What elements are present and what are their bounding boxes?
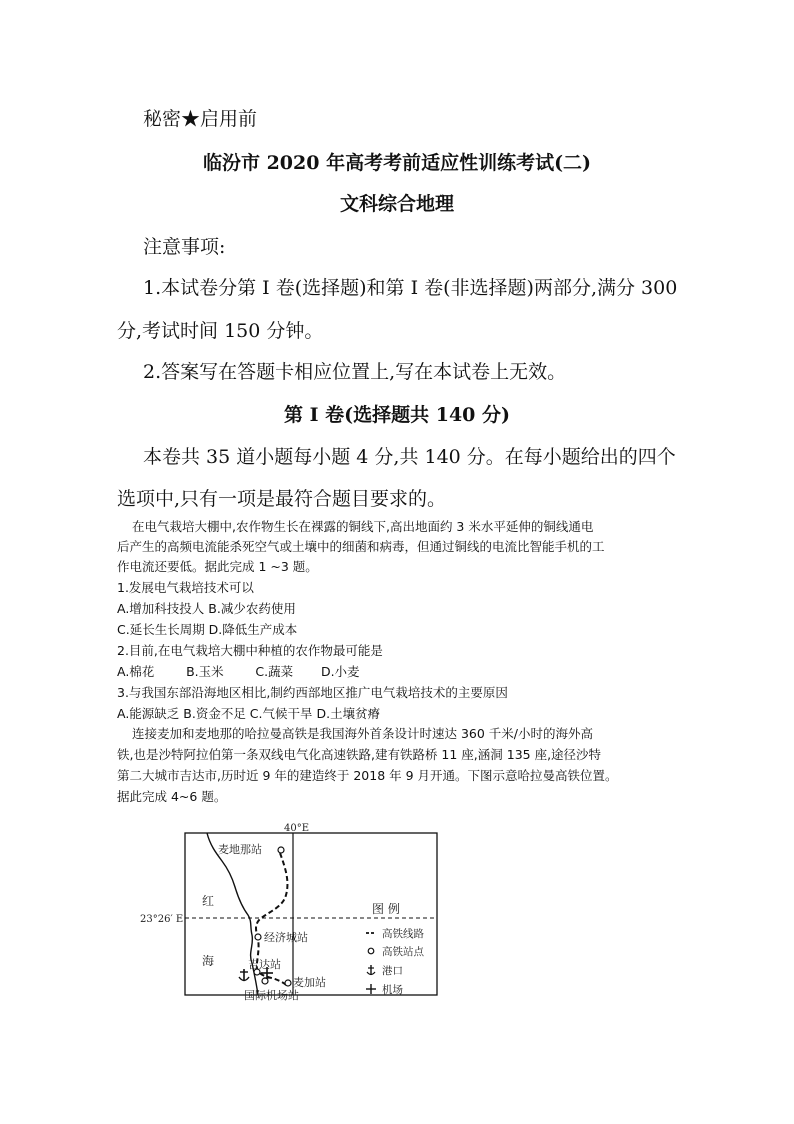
passage-line: 据此完成 4~6 题。 (117, 789, 227, 804)
passage-line: 后产生的高频电流能杀死空气或土壤中的细菌和病毒，但通过铜线的电流比智能手机的工 (117, 539, 605, 554)
passage-line: 第二大城市吉达市,历时近 9 年的建造终于 2018 年 9 月开通。下图示意哈拉曼高铁位置。 (117, 768, 618, 783)
notice-item-1: 1.本试卷分第 I 卷(选择题)和第 I 卷(非选择题)两部分,满分 300 (143, 277, 678, 299)
legend-port (367, 964, 403, 977)
svg-text:高铁线路: 高铁线路 (382, 928, 424, 940)
sea-label: 海 (202, 954, 215, 968)
passage-line: 在电气栽培大棚中,农作物生长在裸露的铜线下,高出地面约 3 米水平延伸的铜线通电 (132, 519, 594, 534)
legend-station (368, 945, 424, 958)
question-options: A.棉花 B.玉米 C.蔬菜 D.小麦 (117, 664, 360, 679)
exam-subject: 文科综合地理 (339, 193, 454, 215)
notice-item-1-cont: 分,考试时间 150 分钟。 (117, 320, 324, 342)
station-econ-label: 经济城站 (264, 931, 308, 944)
question-options: A.增加科技投人 B.减少农药使用 (117, 601, 296, 616)
passage-line: 连接麦加和麦地那的哈拉曼高铁是我国海外首条设计时速达 360 千米/小时的海外高 (132, 726, 594, 741)
svg-text:机场: 机场 (382, 984, 403, 996)
lon-label: 40°E (284, 823, 310, 834)
section-intro: 本卷共 35 道小题每小题 4 分,共 140 分。在每小题给出的四个 (143, 446, 676, 468)
legend-title: 图 例 (372, 902, 400, 916)
station-medina-marker (278, 847, 284, 853)
question-options: C.延长生长周期 D.降低生产成本 (117, 622, 298, 637)
haramain-railway-map (140, 815, 440, 1015)
sea-label: 红 (202, 894, 215, 908)
passage-line: 作电流还要低。据此完成 1 ~3 题。 (117, 559, 318, 574)
svg-text:港口: 港口 (382, 965, 403, 977)
section-title: 第 I 卷(选择题共 140 分) (284, 404, 510, 426)
station-medina-label: 麦地那站 (218, 843, 262, 856)
exam-title: 临汾市 2020 年高考考前适应性训练考试(二) (202, 152, 592, 174)
section-intro-cont: 选项中,只有一项是最符合题目要求的。 (117, 488, 447, 510)
station-jeddah-label: 吉达站 (248, 958, 281, 971)
question-stem: 3.与我国东部沿海地区相比,制约西部地区推广电气栽培技术的主要原因 (117, 685, 508, 700)
question-stem: 1.发展电气栽培技术可以 (117, 580, 254, 595)
lat-label: 23°26′ E (140, 914, 184, 925)
station-mecca-label: 麦加站 (293, 976, 326, 989)
legend-rail (366, 927, 424, 940)
station-mecca-marker (285, 980, 291, 986)
notice-item-2: 2.答案写在答题卡相应位置上,写在本试卷上无效。 (143, 361, 567, 383)
secret-mark: 秘密★启用前 (143, 108, 258, 130)
legend-airport (366, 983, 403, 996)
question-stem: 2.目前,在电气栽培大棚中种植的农作物最可能是 (117, 643, 383, 658)
passage-line: 铁,也是沙特阿拉伯第一条双线电气化高速铁路,建有铁路桥 11 座,涵洞 135 座,途径沙特 (117, 747, 602, 762)
question-options: A.能源缺乏 B.资金不足 C.气候干旱 D.土壤贫瘠 (117, 706, 381, 721)
station-airport-label: 国际机场站 (244, 989, 299, 1002)
svg-text:高铁站点: 高铁站点 (382, 946, 424, 958)
station-econ-marker (255, 934, 261, 940)
notice-heading: 注意事项: (143, 236, 226, 258)
